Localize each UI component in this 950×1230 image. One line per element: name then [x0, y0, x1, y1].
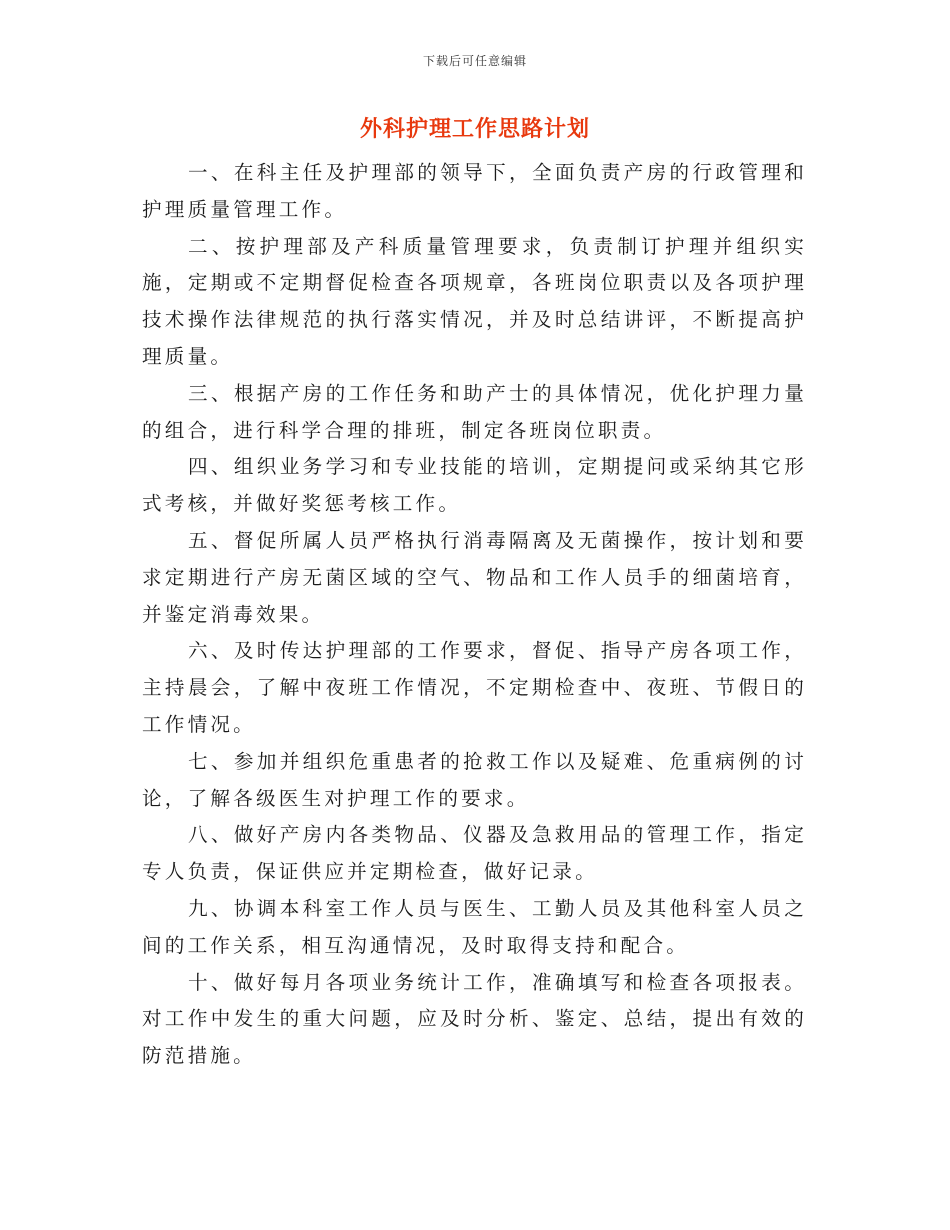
page-header-note: 下载后可任意编辑 [422, 54, 527, 68]
paragraph-10: 十、做好每月各项业务统计工作，准确填写和检查各项报表。对工作中发生的重大问题，应及时分析、鉴定、总结，提出有效的防范措施。 [142, 970, 807, 1068]
paragraph-1: 一、在科主任及护理部的领导下，全面负责产房的行政管理和护理质量管理工作。 [142, 161, 807, 221]
paragraph-9: 九、协调本科室工作人员与医生、工勤人员及其他科室人员之间的工作关系，相互沟通情况，及时取得支持和配合。 [142, 896, 807, 957]
paragraph-3: 三、根据产房的工作任务和助产士的具体情况，优化护理力量的组合，进行科学合理的排班，制定各班岗位职责。 [142, 381, 807, 442]
paragraph-4: 四、组织业务学习和专业技能的培训，定期提问或采纳其它形式考核，并做好奖惩考核工作。 [142, 455, 807, 516]
paragraph-2: 二、按护理部及产科质量管理要求，负责制订护理并组织实施，定期或不定期督促检查各项规章，各班岗位职责以及各项护理技术操作法律规范的执行落实情况，并及时总结讲评，不断提高护理质量。 [142, 234, 807, 368]
paragraph-6: 六、及时传达护理部的工作要求，督促、指导产房各项工作，主持晨会，了解中夜班工作情况，不定期检查中、夜班、节假日的工作情况。 [142, 639, 807, 736]
paragraph-7: 七、参加并组织危重患者的抢救工作以及疑难、危重病例的讨论，了解各级医生对护理工作的要求。 [142, 749, 807, 810]
paragraph-8: 八、做好产房内各类物品、仪器及急救用品的管理工作，指定专人负责，保证供应并定期检查，做好记录。 [142, 823, 807, 884]
document-body [142, 155, 807, 1075]
paragraph-5: 五、督促所属人员严格执行消毒隔离及无菌操作，按计划和要求定期进行产房无菌区域的空气、物品和工作人员手的细菌培育，并鉴定消毒效果。 [142, 528, 807, 626]
document-title: 外科护理工作思路计划 [359, 116, 590, 142]
